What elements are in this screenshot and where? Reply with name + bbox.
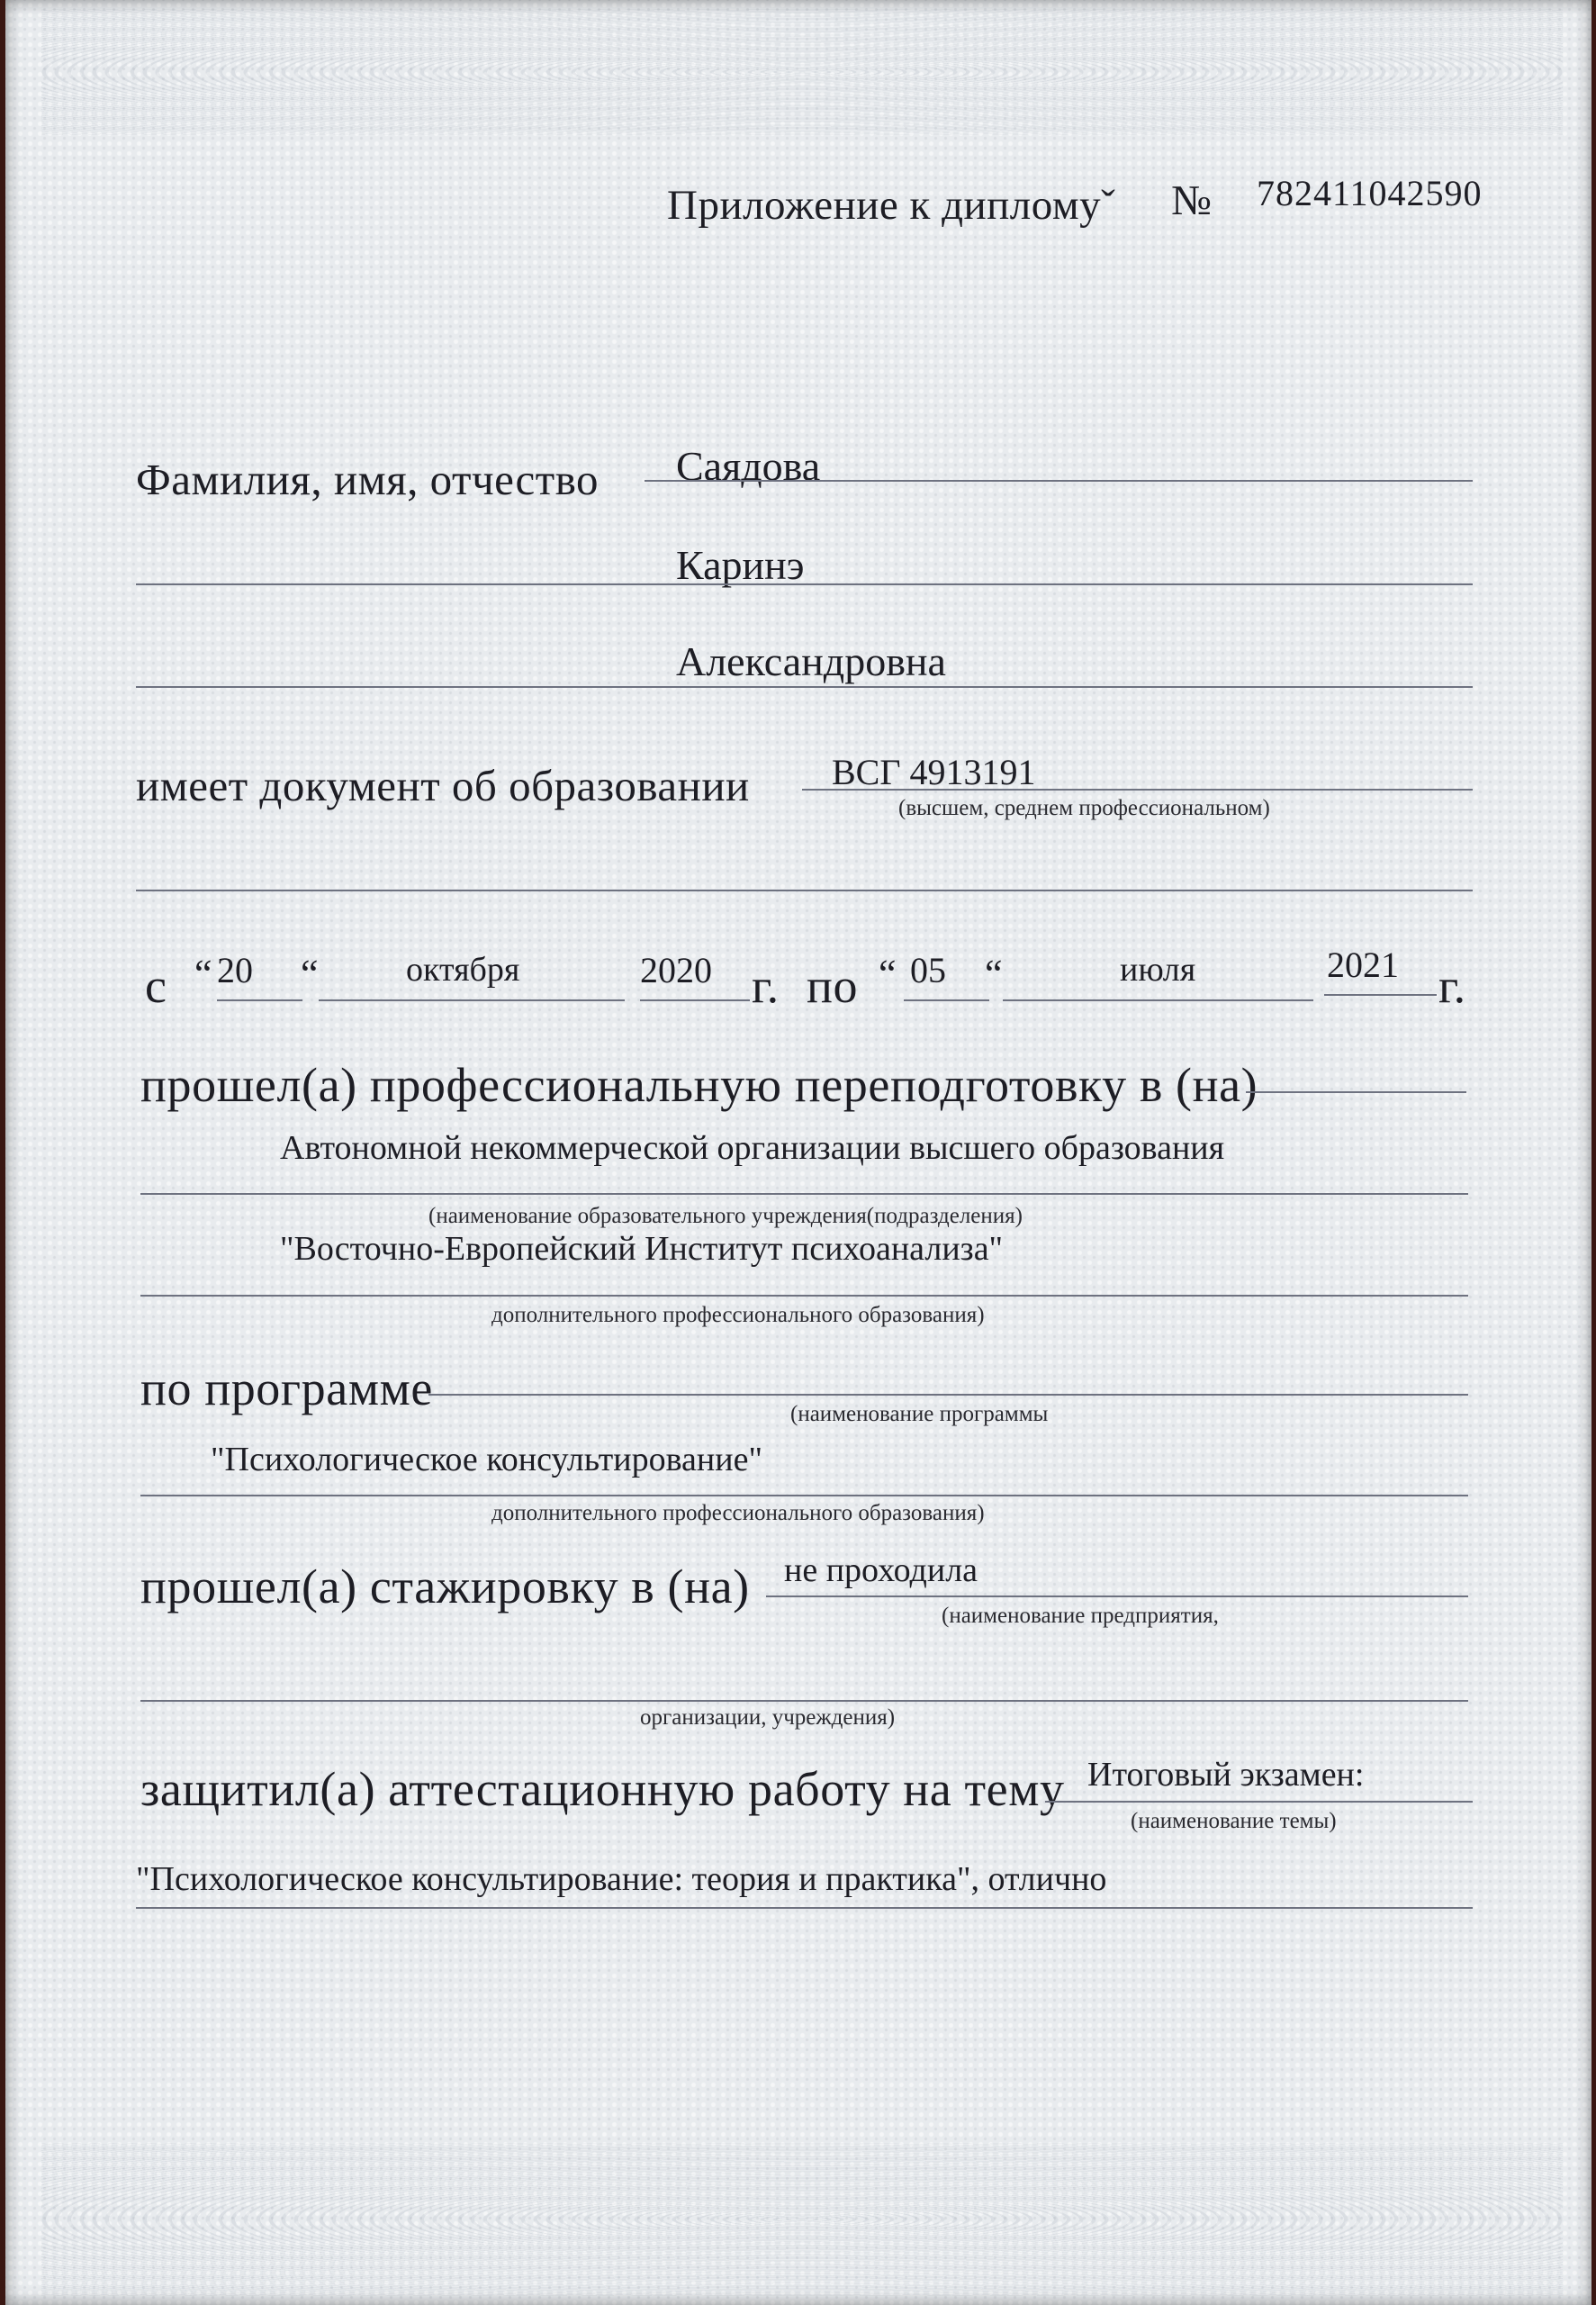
name-value: Каринэ — [676, 542, 805, 588]
header-title: Приложение к дипломуˇ — [667, 182, 1116, 229]
internship-line — [766, 1595, 1468, 1597]
program-value-line — [140, 1495, 1468, 1496]
institution-line-1: Автономной некоммерческой организации высшего образования — [280, 1129, 1225, 1167]
program-value: "Психологическое консультирование" — [211, 1441, 762, 1478]
program-line — [428, 1394, 1468, 1396]
patronymic-line — [136, 686, 1473, 688]
thesis-value-2: "Психологическое консультирование: теория и практика", отлично — [136, 1860, 1107, 1898]
period-quote-close-2: “ — [985, 952, 1004, 996]
period-quote-open-2: “ — [879, 952, 897, 996]
diploma-supplement-page — [5, 0, 1591, 2305]
period-to-year: 2021 — [1327, 945, 1399, 985]
fio-label: Фамилия, имя, отчество — [136, 455, 600, 504]
program-label: по программе — [140, 1361, 433, 1415]
retraining-line — [1246, 1091, 1466, 1093]
name-line — [136, 583, 1473, 585]
thesis-value-line — [136, 1907, 1473, 1909]
guilloche-ornament-bottom — [41, 2143, 1563, 2296]
internship-hint-2: организации, учреждения) — [640, 1705, 896, 1730]
period-to-month-line — [1003, 999, 1313, 1001]
internship-label: прошел(а) стажировку в (на) — [140, 1559, 750, 1614]
period-quote-close-1: “ — [301, 952, 320, 996]
period-year-suffix-1: г. — [752, 959, 780, 1013]
period-from-year: 2020 — [640, 950, 712, 990]
period-from-day-line — [217, 999, 302, 1001]
period-to-day: 05 — [910, 950, 946, 990]
institution-hint-1: (наименование образовательного учреждения(подразделения) — [428, 1204, 1023, 1228]
institution-line-2: "Восточно-Европейский Институт психоанализа" — [280, 1230, 1004, 1268]
diploma-number: 782411042590 — [1257, 173, 1483, 213]
period-from-day: 20 — [217, 950, 253, 990]
period-from-month: октября — [406, 951, 520, 989]
education-doc-hint: (высшем, среднем профессиональном) — [898, 796, 1270, 820]
retraining-label: прошел(а) профессиональную переподготовку в (на) — [140, 1058, 1258, 1112]
internship-hint-1: (наименование предприятия, — [942, 1604, 1219, 1628]
internship-line-2 — [140, 1700, 1468, 1702]
period-to-year-line — [1324, 994, 1437, 996]
education-doc-line-2 — [136, 890, 1473, 891]
internship-value: не проходила — [784, 1551, 978, 1589]
thesis-value-1: Итоговый экзамен: — [1087, 1756, 1365, 1794]
period-to-prefix: по — [807, 959, 859, 1013]
period-quote-open-1: “ — [194, 952, 213, 996]
institution-line-1-rule — [140, 1193, 1468, 1195]
surname-line — [645, 480, 1473, 482]
surname-value: Саядова — [676, 443, 821, 489]
education-doc-line — [802, 789, 1473, 791]
thesis-line — [1045, 1801, 1473, 1803]
program-hint-2: дополнительного профессионального образования) — [491, 1501, 985, 1525]
period-to-day-line — [904, 999, 989, 1001]
institution-hint-2: дополнительного профессионального образования) — [491, 1303, 985, 1327]
patronymic-value: Александровна — [676, 638, 946, 684]
program-hint-1: (наименование программы — [790, 1402, 1049, 1426]
education-doc-value: ВСГ 4913191 — [832, 752, 1036, 792]
guilloche-ornament-top — [41, 9, 1563, 135]
period-from-year-line — [640, 999, 750, 1001]
period-from-month-line — [319, 999, 625, 1001]
number-sign: № — [1171, 177, 1213, 224]
thesis-hint: (наименование темы) — [1131, 1809, 1337, 1833]
institution-line-2-rule — [140, 1295, 1468, 1297]
period-from-prefix: с — [145, 959, 167, 1013]
period-year-suffix-2: г. — [1438, 959, 1466, 1013]
period-to-month: июля — [1120, 951, 1196, 989]
education-doc-label: имеет документ об образовании — [136, 761, 750, 810]
thesis-label: защитил(а) аттестационную работу на тему — [140, 1762, 1065, 1816]
